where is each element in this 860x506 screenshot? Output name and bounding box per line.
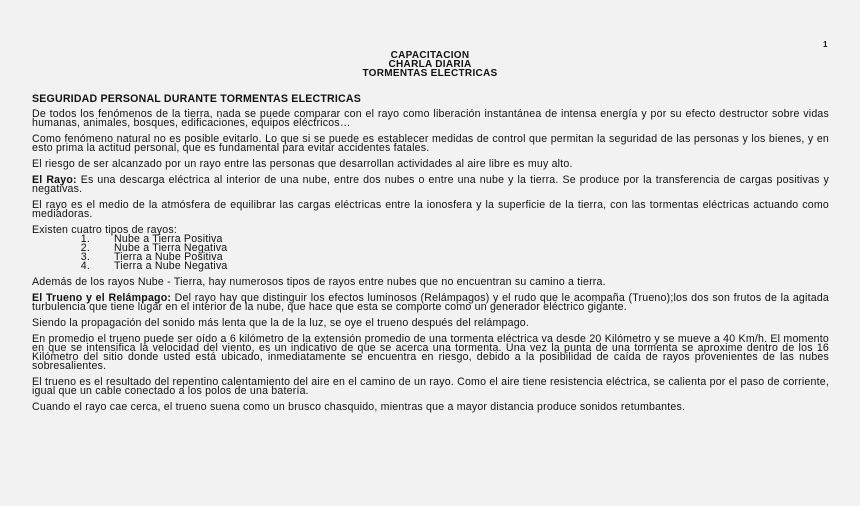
section-heading: SEGURIDAD PERSONAL DURANTE TORMENTAS ELECTRICAS <box>32 93 361 105</box>
types-list <box>32 235 829 271</box>
paragraph-3: El riesgo de ser alcanzado por un rayo entre las personas que desarrollan actividades al aire libre es muy alto. <box>32 158 573 170</box>
document-body <box>32 95 829 419</box>
list-label: Nube a Tierra Negativa <box>114 242 228 254</box>
rayo-lead: El Rayo: <box>32 174 77 186</box>
paragraph-11: Cuando el rayo cae cerca, el trueno suena como un brusco chasquido, mientras que a mayor distancia produce sonidos retumbantes. <box>32 401 686 413</box>
trueno-text: Del rayo hay que distinguir los efectos luminosos (Relámpagos) y el rudo que le acompaña (Trueno);los dos son frutos de la agitada turbulencia que tiene lugar en el interior de la nube, que hace que esta se comporte como un generador eléctrico gigante. <box>32 292 829 313</box>
list-number: 3. <box>80 251 90 263</box>
list-number: 2. <box>80 242 90 254</box>
title-line-1: CAPACITACION <box>390 50 470 61</box>
paragraph-10: El trueno es el resultado del repentino calentamiento del aire en el camino de un rayo. Como el aire tiene resistencia eléctrica, se calienta por el paso de corriente, igual que un cable conectado a los polos de una batería. <box>32 376 829 397</box>
document-titles <box>0 51 860 78</box>
paragraph-9: En promedio el trueno puede ser oído a 6 kilómetro de la extensión promedio de una tormenta eléctrica va desde 20 Kilómetro y se mueve a 40 Km/h. El momento en que se intensifica la velocidad del viento, es un indicativo de que se acerca una tormenta. Una vez la punta de una tormenta se aproxime dentro de los 16 Kilómetro del sitio donde usted está ubicado, inmediatamente se encuentra en riesgo, debido a la posibilidad de caída de rayos provenientes de las nubes sobresalientes. <box>32 333 829 372</box>
list-label: Tierra a Nube Positiva <box>114 251 223 263</box>
paragraph-8: Siendo la propagación del sonido más lenta que la de la luz, se oye el trueno después del relámpago. <box>32 317 530 329</box>
list-label: Tierra a Nube Negativa <box>114 260 228 272</box>
list-number: 4. <box>80 260 90 272</box>
paragraph-rayo <box>32 176 829 194</box>
rayo-text: Es una descarga eléctrica al interior de una nube, entre dos nubes o entre una nube y la tierra. Se produce por la transferencia de cargas positivas y negativas. <box>32 174 829 195</box>
list-number: 1. <box>80 233 90 245</box>
paragraph-2: Como fenómeno natural no es posible evitarlo. Lo que si se puede es establecer medidas de control que permitan la seguridad de las personas y los bienes, y en esto prima la actitud personal, que es fundamental para evitar accidentes fatales. <box>32 133 829 154</box>
paragraph-1: De todos los fenómenos de la tierra, nada se puede comparar con el rayo como liberación instantánea de intensa energía y por su efecto destructor sobre vidas humanas, animales, bosques, edificaciones, equipos eléctricos… <box>32 108 829 129</box>
paragraph-trueno <box>32 294 829 312</box>
trueno-lead: El Trueno y el Relámpago: <box>32 292 172 304</box>
list-item <box>32 262 829 271</box>
types-title: Existen cuatro tipos de rayos: <box>32 224 177 236</box>
title-line-2: CHARLA DIARIA <box>388 59 472 70</box>
list-label: Nube a Tierra Positiva <box>114 233 223 245</box>
paragraph-6: Además de los rayos Nube - Tierra, hay numerosos tipos de rayos entre nubes que no encuentran su camino a tierra. <box>32 276 606 288</box>
paragraph-5: El rayo es el medio de la atmósfera de equilibrar las cargas eléctricas entre la ionosfera y la superficie de la tierra, con las tormentas eléctricas actuando como mediadoras. <box>32 199 829 220</box>
title-line-3: TORMENTAS ELECTRICAS <box>362 68 498 79</box>
page-number: 1 <box>823 40 828 49</box>
